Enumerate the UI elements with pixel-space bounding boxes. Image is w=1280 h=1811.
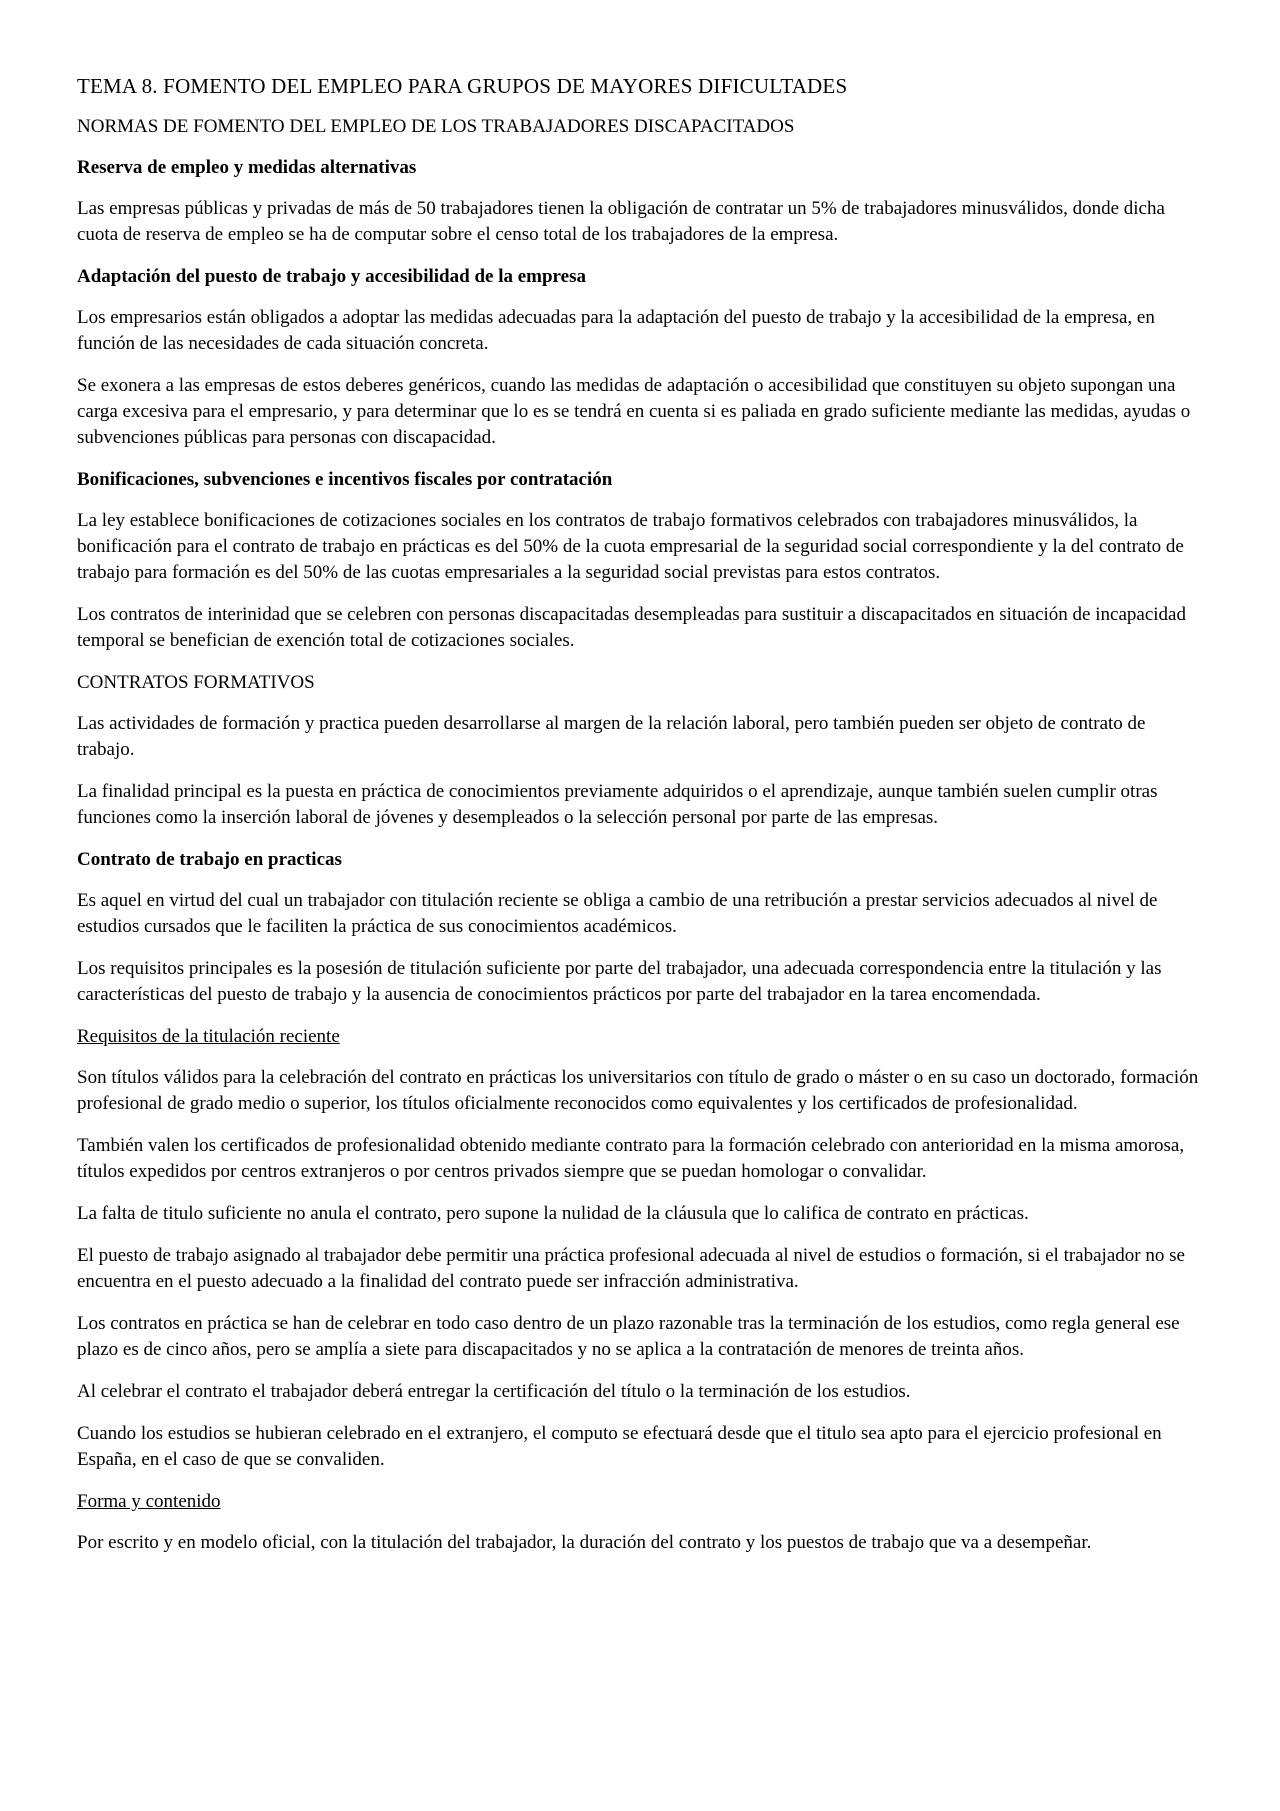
paragraph: Por escrito y en modelo oficial, con la titulación del trabajador, la duración del contrato y los puestos de trabajo que va a desempeñar. xyxy=(77,1532,1092,1553)
paragraph: Cuando los estudios se hubieran celebrado en el extranjero, el computo se efectuará desde que el titulo sea apto para el ejercicio profesional en España, en el caso de que se convaliden. xyxy=(77,1423,1162,1470)
paragraph: Los contratos en práctica se han de celebrar en todo caso dentro de un plazo razonable tras la terminación de los estudios, como regla general ese plazo es de cinco años, pero se amplía a siete para discapacitados y no se aplica a la contratación de menores de treinta años. xyxy=(77,1313,1180,1360)
document-page xyxy=(77,72,1207,1572)
heading-contrato-practicas: Contrato de trabajo en practicas xyxy=(77,849,342,870)
paragraph: Las empresas públicas y privadas de más de 50 trabajadores tienen la obligación de contratar un 5% de trabajadores minusválidos, donde dicha cuota de reserva de empleo se ha de computar sobre el censo total de los trabajadores de la empresa. xyxy=(77,198,1165,245)
paragraph: Se exonera a las empresas de estos deberes genéricos, cuando las medidas de adaptación o accesibilidad que constituyen su objeto supongan una carga excesiva para el empresario, y para determinar que lo es se tendrá en cuenta si es paliada en grado suficiente mediante las medidas, ayudas o subvenciones públicas para personas con discapacidad. xyxy=(77,375,1191,448)
paragraph: Las actividades de formación y practica pueden desarrollarse al margen de la relación laboral, pero también pueden ser objeto de contrato de trabajo. xyxy=(77,713,1146,760)
document-title: TEMA 8. FOMENTO DEL EMPLEO PARA GRUPOS DE MAYORES DIFICULTADES xyxy=(77,74,848,98)
paragraph: Los contratos de interinidad que se celebren con personas discapacitadas desempleadas para sustituir a discapacitados en situación de incapacidad temporal se benefician de exención total de cotizaciones sociales. xyxy=(77,604,1186,651)
paragraph: La ley establece bonificaciones de cotizaciones sociales en los contratos de trabajo formativos celebrados con trabajadores minusválidos, la bonificación para el contrato de trabajo en prácticas es del 50% de la cuota empresarial de la seguridad social correspondiente y la del contrato de trabajo para formación es del 50% de las cuotas empresariales a la seguridad social previstas para estos contratos. xyxy=(77,510,1184,583)
paragraph: Son títulos válidos para la celebración del contrato en prácticas los universitarios con título de grado o máster o en su caso un doctorado, formación profesional de grado medio o superior, los títulos oficialmente reconocidos como equivalentes y los certificados de profesionalidad. xyxy=(77,1067,1199,1114)
subheading-requisitos-titulacion: Requisitos de la titulación reciente xyxy=(77,1026,340,1047)
section-contratos-formativos: CONTRATOS FORMATIVOS xyxy=(77,672,315,693)
subheading-forma-contenido: Forma y contenido xyxy=(77,1491,221,1512)
paragraph: Los requisitos principales es la posesión de titulación suficiente por parte del trabajador, una adecuada correspondencia entre la titulación y las características del puesto de trabajo y la ausencia de conocimientos prácticos por parte del trabajador en la tarea encomendada. xyxy=(77,958,1162,1005)
section-normas-fomento: NORMAS DE FOMENTO DEL EMPLEO DE LOS TRABAJADORES DISCAPACITADOS xyxy=(77,116,795,137)
paragraph: La finalidad principal es la puesta en práctica de conocimientos previamente adquiridos o el aprendizaje, aunque también suelen cumplir otras funciones como la inserción laboral de jóvenes y desempleados o la selección personal por parte de las empresas. xyxy=(77,781,1158,828)
paragraph: Al celebrar el contrato el trabajador deberá entregar la certificación del título o la terminación de los estudios. xyxy=(77,1381,911,1402)
paragraph: También valen los certificados de profesionalidad obtenido mediante contrato para la formación celebrado con anterioridad en la misma amorosa, títulos expedidos por centros extranjeros o por centros privados siempre que se puedan homologar o convalidar. xyxy=(77,1135,1185,1182)
paragraph: El puesto de trabajo asignado al trabajador debe permitir una práctica profesional adecuada al nivel de estudios o formación, si el trabajador no se encuentra en el puesto adecuado a la finalidad del contrato puede ser infracción administrativa. xyxy=(77,1245,1185,1292)
paragraph: Los empresarios están obligados a adoptar las medidas adecuadas para la adaptación del puesto de trabajo y la accesibilidad de la empresa, en función de las necesidades de cada situación concreta. xyxy=(77,307,1155,354)
heading-adaptacion-puesto: Adaptación del puesto de trabajo y accesibilidad de la empresa xyxy=(77,266,586,287)
paragraph: La falta de titulo suficiente no anula el contrato, pero supone la nulidad de la cláusula que lo califica de contrato en prácticas. xyxy=(77,1203,1029,1224)
heading-bonificaciones: Bonificaciones, subvenciones e incentivos fiscales por contratación xyxy=(77,469,613,490)
heading-reserva-empleo: Reserva de empleo y medidas alternativas xyxy=(77,157,417,178)
paragraph: Es aquel en virtud del cual un trabajador con titulación reciente se obliga a cambio de una retribución a prestar servicios adecuados al nivel de estudios cursados que le faciliten la práctica de sus conocimientos académicos. xyxy=(77,890,1158,937)
